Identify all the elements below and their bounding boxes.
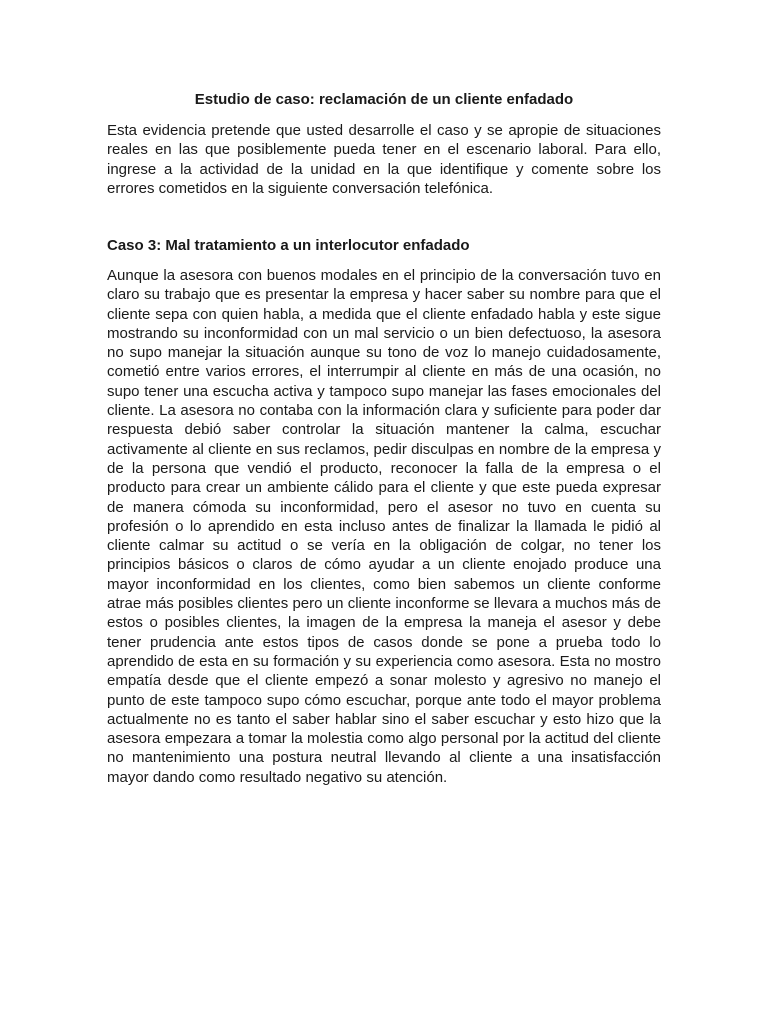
case-heading: Caso 3: Mal tratamiento a un interlocutor enfadado — [107, 237, 470, 254]
intro-paragraph: Esta evidencia pretende que usted desarrolle el caso y se apropie de situaciones reales en las que posiblemente pueda tener en el escenario laboral. Para ello, ingrese a la actividad de la unidad en la que identifique y comente sobre los errores cometidos en la siguiente conversación telefónica. — [107, 122, 661, 197]
page-title: Estudio de caso: reclamación de un cliente enfadado — [194, 91, 574, 108]
case-body-paragraph: Aunque la asesora con buenos modales en el principio de la conversación tuvo en claro su trabajo que es presentar la empresa y hacer saber su nombre para que el cliente sepa con quien habla, a medida que el cliente enfadado habla y este sigue mostrando su inconformidad con un mal servicio o un bien defectuoso, la asesora no supo manejar la situación aunque su tono de voz lo manejo cuidadosamente, cometió entre varios errores, el interrumpir al cliente en más de una ocasión, no supo tener una escucha activa y tampoco supo manejar las fases emocionales del cliente. La asesora no contaba con la información clara y suficiente para poder dar respuesta debió saber controlar la situación mantener la calma, escuchar activamente al cliente en sus reclamos, pedir disculpas en nombre de la empresa y de la persona que vendió el producto, reconocer la falla de la empresa o el producto para crear un ambiente cálido para el cliente y que este pueda expresar de manera cómoda su inconformidad, pero el asesor no tuvo en cuenta su profesión o lo aprendido en esta incluso antes de finalizar la llamada le pidió al cliente calmar su actitud o se vería en la obligación de colgar, no tener los principios básicos o claros de cómo ayudar a un cliente enojado produce una mayor inconformidad en los clientes, como bien sabemos un cliente conforme atrae más posibles clientes pero un cliente inconforme se llevara a muchos más de estos o posibles clientes, la imagen de la empresa la maneja el asesor y debe tener prudencia ante estos tipos de casos donde se pone a prueba todo lo aprendido de esta en su formación y su experiencia como asesora. Esta no mostro empatía desde que el cliente empezó a sonar molesto y agresivo no manejo el punto de este tampoco supo cómo escuchar, porque ante todo el mayor problema actualmente no es tanto el saber hablar sino el saber escuchar y esto hizo que la asesora empezara a tomar la molestia como algo personal por la actitud del cliente no mantenimiento una postura neutral llevando al cliente a una insatisfacción mayor dando como resultado negativo su atención. — [107, 267, 661, 786]
